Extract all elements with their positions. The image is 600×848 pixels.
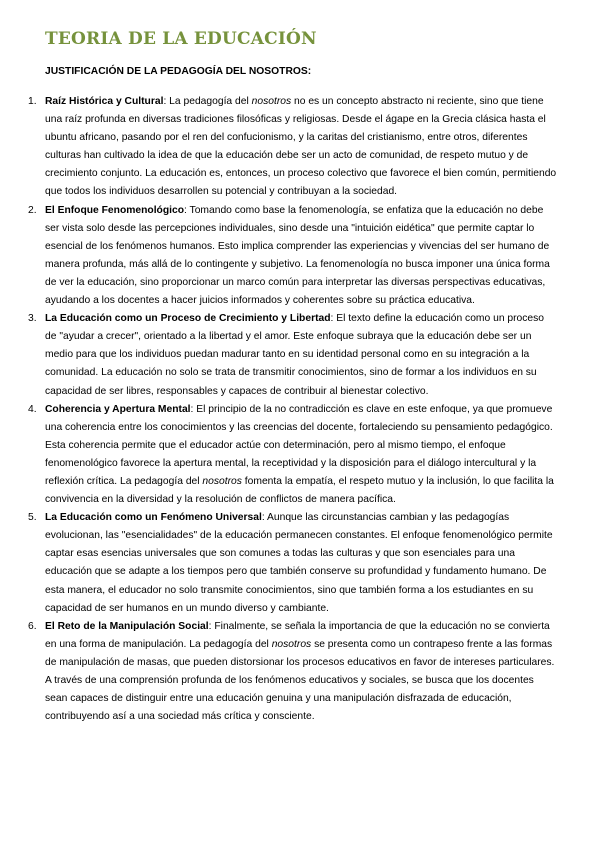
item-number: 6. — [28, 620, 37, 632]
item-body: : Tomando como base la fenomenología, se enfatiza que la educación no debe ser vista solo desde las percepciones individuales, sino desde una "intuición eidética" que permite captar lo esencial de los fenómenos humanos. Esto implica comprender las experiencias y vivencias del ser humano de manera profunda, más allá de lo contingente y subjetivo. La fenomenología no busca imponer una única forma de ver la educación, sino proporcionar un marco común para interpretar las diversas perspectivas educativas, ayudando a los docentes a hacer juicios informados y coherentes sobre su práctica educativa. — [45, 204, 550, 307]
item-emphasis: nosotros — [202, 475, 242, 487]
item-body: : El texto define la educación como un proceso de "ayudar a crecer", orientado a la libertad y el amor. Este enfoque subraya que la educación debe ser un medio para que los individuos puedan madurar tanto en su identidad personal como en su integración a la comunidad. La educación no solo se trata de transmitir conocimientos, sino de formar a los individuos en su capacidad de ser libres, responsables y capaces de contribuir al bienestar colectivo. — [45, 313, 545, 397]
list-item — [28, 202, 557, 311]
item-heading: Coherencia y Apertura Mental — [45, 403, 191, 415]
list-item — [28, 401, 557, 510]
item-body: fomenta la empatía, el respeto mutuo y la inclusión, lo que facilita la convivencia en la diversidad y la resolución de conflictos de manera pacífica. — [45, 475, 554, 506]
list-item — [28, 93, 557, 202]
item-number: 4. — [28, 403, 37, 415]
item-heading: Raíz Histórica y Cultural — [45, 96, 164, 107]
item-body: : Finalmente, se señala la importancia de que la educación no se convierta en una forma de manipulación. La pedagogía del — [45, 620, 550, 650]
item-heading: El Reto de la Manipulación Social — [45, 620, 209, 632]
item-body: : La pedagogía del — [163, 96, 252, 107]
section-subtitle: JUSTIFICACIÓN DE LA PEDAGOGÍA DEL NOSOTROS: — [45, 66, 312, 77]
list-item — [28, 509, 557, 618]
item-number: 1. — [28, 96, 37, 107]
item-number: 5. — [28, 512, 37, 524]
item-body: : El principio de la no contradicción es clave en este enfoque, ya que promueve una coherencia entre los conocimientos y las creencias del docente, fortaleciendo su pensamiento pedagógico. Esta coherencia permite que el educador actúe con determinación, pero al mismo tiempo, el enfoque fenomenológico favorece la apertura mental, la receptividad y la disposición para el diálogo intercultural y la reflexión crítica. La pedagogía del — [45, 403, 553, 487]
justification-list — [28, 93, 557, 726]
page-title: TEORIA DE LA EDUCACIÓN — [45, 29, 317, 49]
item-emphasis: nosotros — [251, 96, 292, 107]
item-body: : Aunque las circunstancias cambian y las pedagogías evolucionan, las "esencialidades" de la educación permanecen constantes. El enfoque fenomenológico permite captar esas esencias universales que son comunes a todas las culturas y que son esenciales para una educación que se adapte a los tiempos pero que también conserve su profundidad y fundamento humano. De esta manera, el educador no solo transmite conocimientos, sino que también forma a los estudiantes en su capacidad de ser humanos en un mundo diverso y cambiante. — [45, 512, 553, 614]
item-number: 2. — [28, 204, 37, 216]
list-item — [28, 618, 557, 727]
item-body: se presenta como un contrapeso frente a las formas de manipulación de masas, que pueden distorsionar los procesos educativos en favor de intereses particulares. A través de una comprensión profunda de los fenómenos educativos y sociales, se busca que los docentes sean capaces de distinguir entre una educación genuina y una manipulación disfrazada de educación, contribuyendo así a una sociedad más crítica y consciente. — [45, 638, 555, 723]
list-item — [28, 310, 557, 400]
item-heading: La Educación como un Proceso de Crecimiento y Libertad — [45, 313, 331, 325]
item-emphasis: nosotros — [271, 638, 312, 650]
item-number: 3. — [28, 313, 37, 325]
item-body: no es un concepto abstracto ni reciente, sino que tiene una raíz profunda en diversas tradiciones filosóficas y religiosas. Desde el ágape en la Grecia clásica hasta el ubuntu africano, pasando por el ren del confucionismo, y la caritas del cristianismo, entre otros, diferentes culturas han cultivado la idea de que la educación debe ser un acto de comunidad, de respeto mutuo y de crecimiento conjunto. La educación es, entonces, un proceso colectivo que favorece el bien común, permitiendo que todos los individuos desarrollen su potencial y contribuyan a la sociedad. — [45, 96, 557, 198]
item-heading: La Educación como un Fenómeno Universal — [45, 512, 262, 524]
item-heading: El Enfoque Fenomenológico — [45, 204, 185, 216]
